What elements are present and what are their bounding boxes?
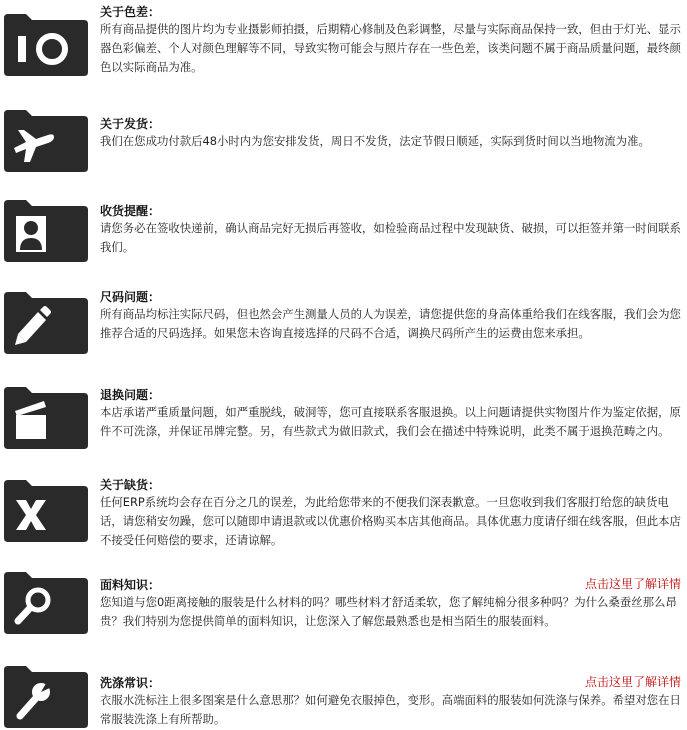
magnifier-icon [4,570,88,634]
section-body: 您知道与您0距离接触的服装是什么材料的吗？哪些材料才舒适柔软，您了解纯棉分很多种吗？为什么桑蚕丝那么昂贵？我们特别为您提供简单的面料知识，让您深入了解您最熟悉也是相当陌生的服装面料。 [100,595,677,628]
section-body: 请您务必在签收快递前，确认商品完好无损后再签收，如检验商品过程中发现缺货、破损，可以拒签并第一时间联系我们。 [100,221,681,254]
info-section-return [0,385,687,465]
section-title: 关于色差： [100,5,161,19]
section-body: 所有商品提供的图片均为专业摄影师拍摄，后期精心修制及色彩调整，尽量与实际商品保持一致，但由于灯光、显示器色彩偏差、个人对颜色理解等不同，导致实物可能会与照片存在一些色差，该类问题不属于商品质量问题，最终颜色以实际商品为准。 [100,22,681,74]
info-section-stockout [0,478,687,558]
section-body: 所有商品均标注实际尺码，但也然会产生测量人员的人为误差，请您提供您的身高体重给我们在线客服，我们会为您推荐合适的尺码选择。如果您未咨询直接选择的尺码不合适，调换尺码所产生的运费由您来承担。 [100,307,681,340]
info-section-color-difference [0,0,687,80]
fabric-details-link[interactable]: 点击这里了解详情 [584,577,681,591]
wrench-icon [4,664,88,728]
section-body: 任何ERP系统均会存在百分之几的误差，为此给您带来的不便我们深表歉意。一旦您收到我们客服打给您的缺货电话，请您稍安勿躁，您可以随即申请退款或以优惠价格购买本店其他商品。具体优惠力度请仔细在线客服，但此本店不接受任何赔偿的要求，还请谅解。 [100,495,681,547]
section-title: 收货提醒： [100,204,161,218]
section-body: 我们在您成功付款后48小时内为您安排发货，周日不发货，法定节假日顺延，实际到货时间以当地物流为准。 [100,134,650,148]
x-icon [4,478,88,542]
clapperboard-icon [4,385,88,449]
washing-details-link[interactable]: 点击这里了解详情 [584,675,681,689]
section-title: 尺码问题： [100,290,161,304]
pencil-icon [4,290,88,354]
info-section-receipt [0,198,687,268]
airplane-icon [4,108,88,172]
section-title: 面料知识： [100,578,161,592]
camera-icon [4,12,88,76]
info-section-size [0,290,687,360]
section-title: 退换问题： [100,388,161,402]
info-section-fabric [0,570,687,640]
section-title: 关于缺货： [100,478,161,492]
section-body: 衣服水洗标注上很多图案是什么意思那？如何避免衣服掉色，变形。高端面料的服装如何洗涤与保养。希望对您在日常服装洗涤上有所帮助。 [100,693,681,726]
section-title: 洗涤常识： [100,676,161,690]
info-section-shipping [0,108,687,178]
section-title: 关于发货： [100,117,161,131]
section-body: 本店承诺严重质量问题，如严重脱线，破洞等，您可直接联系客服退换。以上问题请提供实物图片作为鉴定依据，原件不可洗涤，并保证吊牌完整。另，有些款式为做旧款式，我们会在描述中特殊说明，此类不属于退换范畴之内。 [100,405,681,438]
person-icon [4,198,88,262]
info-section-washing [0,664,687,730]
